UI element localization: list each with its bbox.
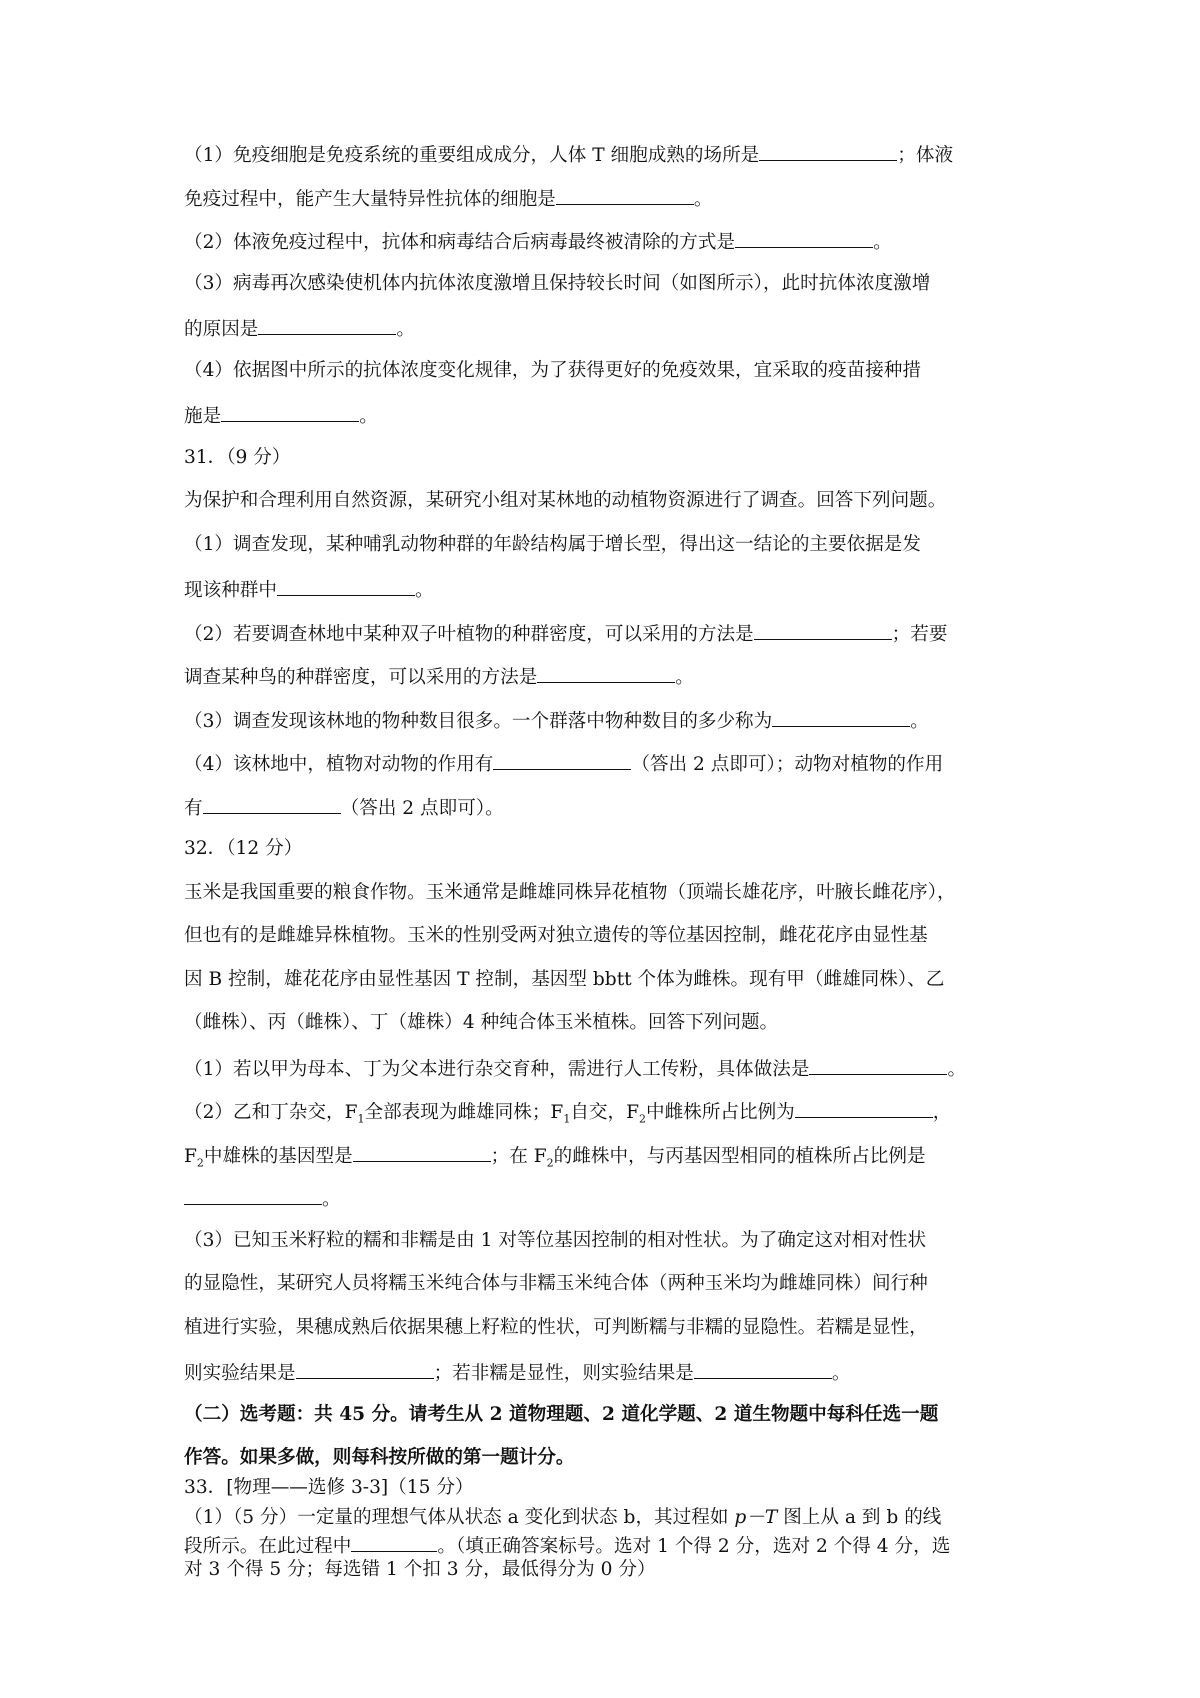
q32-line-4: 。 [184,1184,1026,1214]
pt-math: p－T [734,1507,778,1528]
q33-line-2: 段所示。在此过程中 。（填正确答案标号。选对 1 个得 2 分，选对 2 个得 4 分，选 [184,1531,1026,1557]
document-page [184,140,1026,1583]
answer-blank[interactable] [353,1141,491,1162]
answer-blank[interactable] [537,662,675,683]
q30-line-6: （4）依据图中所示的抗体浓度变化规律，为了获得更好的免疫效果，宜采取的疫苗接种措 [184,359,921,381]
q31-intro: 为保护和合理利用自然资源，某研究小组对某林地的动植物资源进行了调查。回答下列问题。 [184,490,947,511]
q32-line-7: 植进行实验，果穗成熟后依据果穗上籽粒的性状，可判断糯与非糯的显隐性。若糯是显性， [184,1316,928,1338]
answer-blank[interactable] [809,1054,947,1075]
answer-blank[interactable] [296,1358,434,1379]
q31-line-7: 有 （答出 2 点即可）。 [184,793,1026,823]
q31-line-2: 现该种群中 。 [184,575,1026,605]
answer-blank[interactable] [556,184,694,205]
q33-line-1: （1）（5 分）一定量的理想气体从状态 a 变化到状态 b，其过程如 p－T 图上从 a 到 b 的线 [184,1507,942,1528]
answer-blank[interactable] [759,140,897,161]
q32-para-1: 玉米是我国重要的粮食作物。玉米通常是雌雄同株异花植物（顶端长雄花序，叶腋长雌花序）， [184,881,956,903]
answer-blank[interactable] [735,227,873,248]
q32-para-3: 因 B 控制，雄花花序由显性基因 T 控制，基因型 bbtt 个体为雌株。现有甲（雌雄同株）、乙 [184,968,945,990]
answer-blank[interactable] [258,314,396,335]
q30-line-4: （3）病毒再次感染使机体内抗体浓度激增且保持较长时间（如图所示），此时抗体浓度激增 [184,272,931,294]
answer-blank[interactable] [795,1097,933,1118]
q30-line-3: （2）体液免疫过程中，抗体和病毒结合后病毒最终被清除的方式是 。 [184,227,1026,257]
q32-heading: 32．（12 分） [184,838,303,859]
section-2-line-1: （二）选考题：共 45 分。请考生从 2 道物理题、2 道化学题、2 道生物题中每科任选一题 [184,1403,939,1425]
section-2-line-2: 作答。如果多做，则每科按所做的第一题计分。 [184,1447,575,1468]
answer-blank[interactable] [772,706,910,727]
answer-blank[interactable] [754,619,892,640]
answer-blank[interactable] [277,575,415,596]
q32-para-2: 但也有的是雌雄异株植物。玉米的性别受两对独立遗传的等位基因控制，雌花花序由显性基 [184,925,928,946]
q30-line-1: （1）免疫细胞是免疫系统的重要组成成分，人体 T 细胞成熟的场所是 ；体液 [184,140,1026,170]
answer-blank[interactable] [351,1531,437,1552]
q31-line-3: （2）若要调查林地中某种双子叶植物的种群密度，可以采用的方法是 ；若要 [184,619,1026,649]
q31-line-6: （4）该林地中，植物对动物的作用有 （答出 2 点即可）；动物对植物的作用 [184,749,1026,779]
q30-line-5: 的原因是 。 [184,314,1026,344]
answer-blank[interactable] [221,401,359,422]
q31-line-1: （1）调查发现，某种哺乳动物种群的年龄结构属于增长型，得出这一结论的主要依据是发 [184,533,921,555]
q33-line-3: 对 3 个得 5 分；每选错 1 个扣 3 分，最低得分为 0 分） [184,1559,656,1580]
q32-line-3: $F_2$中雄株的基因型是 ；在 $F_2$的雌株中，与丙基因型相同的植株所占比例是 [184,1141,1026,1171]
q31-line-5: （3）调查发现该林地的物种数目很多。一个群落中物种数目的多少称为 。 [184,706,1026,736]
q32-line-2: （2）乙和丁杂交，$F_1$全部表现为雌雄同株；$F_1$自交，$F_2$中雌株所占比例为 ， [184,1097,1026,1127]
q33-heading: 33．[物理——选修 3-3]（15 分） [184,1477,474,1498]
q30-line-2: 免疫过程中，能产生大量特异性抗体的细胞是 。 [184,184,1026,214]
answer-blank[interactable] [184,1184,322,1205]
q32-line-6: 的显隐性，某研究人员将糯玉米纯合体与非糯玉米纯合体（两种玉米均为雌雄同株）间行种 [184,1273,928,1294]
q30-line-7: 施是 。 [184,401,1026,431]
answer-blank[interactable] [493,749,631,770]
q32-para-4: （雌株）、丙（雌株）、丁（雄株）4 种纯合体玉米植株。回答下列问题。 [184,1012,779,1033]
q31-heading: 31．（9 分） [184,446,291,468]
q32-line-5: （3）已知玉米籽粒的糯和非糯是由 1 对等位基因控制的相对性状。为了确定这对相对性状 [184,1229,927,1251]
q32-line-1: （1）若以甲为母本、丁为父本进行杂交育种，需进行人工传粉，具体做法是 。 [184,1054,1026,1084]
answer-blank[interactable] [203,793,341,814]
answer-blank[interactable] [694,1358,832,1379]
q32-line-8: 则实验结果是 ；若非糯是显性，则实验结果是 。 [184,1358,1026,1388]
q31-line-4: 调查某种鸟的种群密度，可以采用的方法是 。 [184,662,1026,692]
